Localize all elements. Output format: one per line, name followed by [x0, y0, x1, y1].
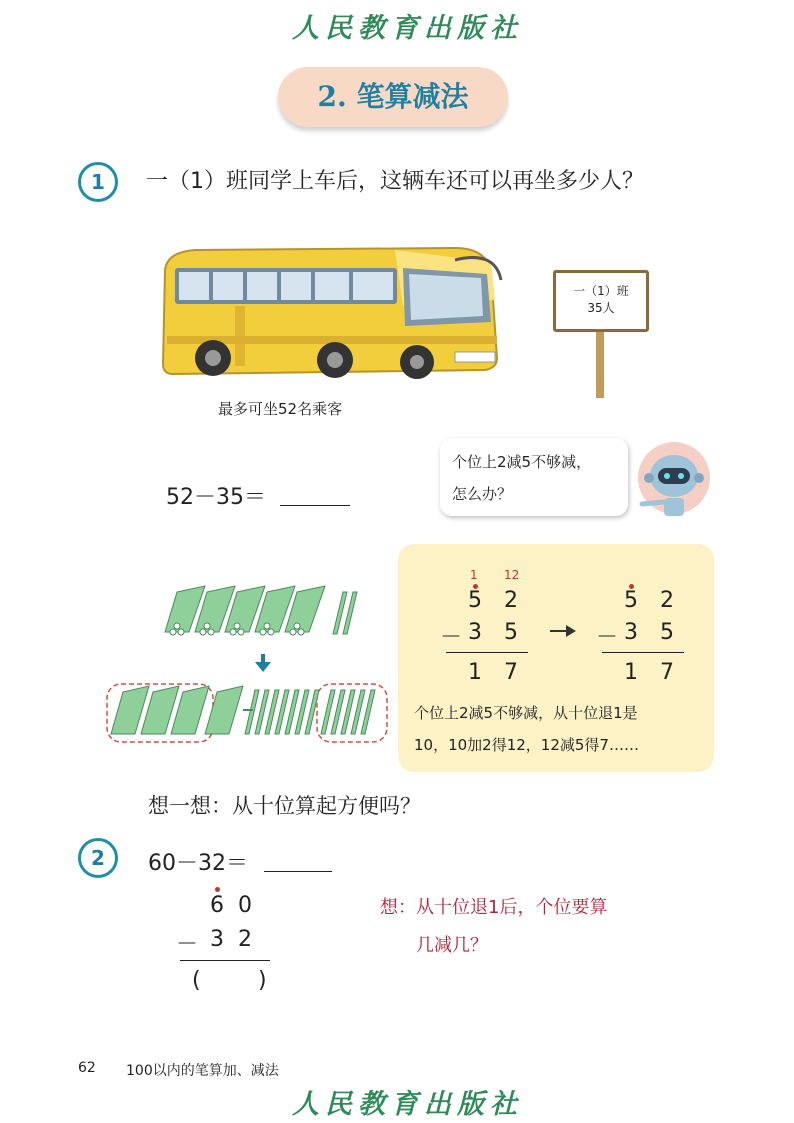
calc-b-bottom-tens: 3 [624, 620, 638, 645]
example1-equation: 52－35＝ [166, 485, 266, 510]
ex2-answer-slot[interactable] [206, 972, 252, 994]
publisher-logo-bottom: 人民教育出版社 [292, 1089, 523, 1120]
calc-b-result-tens: 1 [624, 660, 638, 685]
bus-illustration [155, 240, 505, 392]
ex2-line [180, 960, 270, 961]
explanation-line2: 10，10加2得12，12减5得7…… [414, 736, 639, 754]
example-number-2: 2 [78, 838, 118, 878]
calc-a-line [446, 652, 528, 653]
hint-line2: 几减几？ [416, 935, 488, 956]
ex2-bottom-tens: 3 [210, 927, 224, 952]
example1-answer-blank[interactable] [280, 505, 350, 506]
calc-b-line [602, 652, 684, 653]
example-number-1: 1 [78, 162, 118, 202]
calc-b-top-tens: 5 [624, 588, 638, 613]
bus-capacity-caption: 最多可坐52名乘客 [218, 400, 343, 418]
hint-line1: 想：从十位退1后，个位要算 [380, 897, 608, 918]
calc-a-bottom-tens: 3 [468, 620, 482, 645]
page-number: 62 [78, 1060, 96, 1076]
sign-text-line2: 35人 [587, 301, 615, 315]
arrow-icon [550, 624, 578, 638]
robot-avatar [634, 440, 712, 520]
calc-b-bottom-ones: 5 [660, 620, 674, 645]
lesson-title: 2. 笔算减法 [317, 80, 469, 113]
sign-post [596, 326, 604, 398]
ex2-top-tens: 6 [210, 893, 224, 918]
think-prompt: 想一想：从十位算起方便吗？ [148, 794, 421, 818]
calc-b-top-ones: 2 [660, 588, 674, 613]
ex2-paren-close: ) [258, 968, 267, 993]
example2-equation: 60－32＝ [148, 851, 248, 876]
ex2-operator: － [176, 932, 199, 957]
ex2-top-ones: 0 [238, 893, 252, 918]
calc-a-result-ones: 7 [504, 660, 518, 685]
calc-b-operator: － [596, 625, 619, 650]
borrow-mark-tens: 1 [470, 568, 478, 582]
robot-bubble-line1: 个位上2减5不够减， [452, 453, 592, 471]
borrow-dot-2 [215, 887, 220, 892]
example1-question: 一（1）班同学上车后，这辆车还可以再坐多少人？ [146, 169, 644, 194]
explanation-line1: 个位上2减5不够减，从十位退1是 [414, 704, 638, 722]
robot-bubble-line2: 怎么办？ [452, 485, 513, 503]
borrow-mark-ones: 12 [504, 568, 520, 582]
calc-a-top-tens: 5 [468, 588, 482, 613]
unit-title: 100以内的笔算加、减法 [126, 1063, 279, 1079]
publisher-logo-top: 人民教育出版社 [292, 13, 523, 44]
sticks-illustration [105, 580, 390, 745]
sign-text-line1: 一（1）班 [573, 284, 629, 298]
calc-b-result-ones: 7 [660, 660, 674, 685]
ex2-paren-open: ( [192, 968, 201, 993]
example2-answer-blank[interactable] [264, 871, 332, 872]
ex2-bottom-ones: 2 [238, 927, 252, 952]
calc-a-operator: － [440, 625, 463, 650]
calc-a-top-ones: 2 [504, 588, 518, 613]
calc-a-bottom-ones: 5 [504, 620, 518, 645]
calc-a-result-tens: 1 [468, 660, 482, 685]
